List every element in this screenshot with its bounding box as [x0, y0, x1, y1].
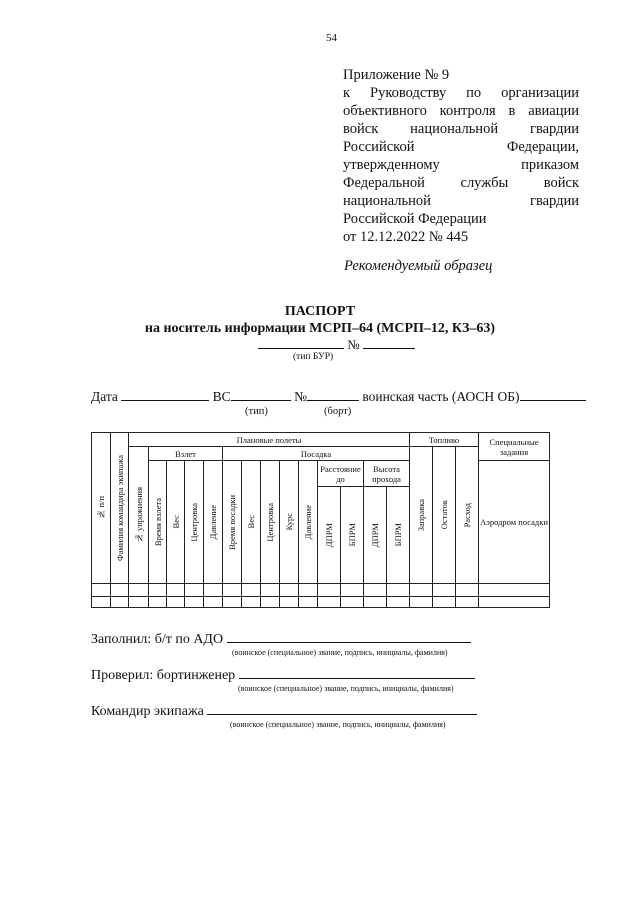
landing-col-time: Время посадки	[223, 461, 242, 584]
board-number-label: №	[294, 389, 307, 404]
bur-number-field[interactable]	[363, 338, 415, 349]
height-col-dprm: ДПРМ	[364, 487, 387, 584]
appendix-line: утвержденному приказом	[343, 157, 579, 173]
bur-type-field[interactable]	[258, 338, 344, 349]
col-exercise-header: № упражнения	[129, 447, 149, 584]
distance-col-dprm: ДПРМ	[318, 487, 341, 584]
special-tasks-header: Специальные задания	[479, 433, 550, 461]
distance-col-bprm: БПРМ	[341, 487, 364, 584]
filled-by-signature-field[interactable]	[227, 632, 471, 643]
flight-passport-table	[91, 432, 550, 608]
appendix-block	[343, 66, 579, 246]
takeoff-col-time: Время взлета	[149, 461, 167, 584]
height-col-bprm: БПРМ	[387, 487, 410, 584]
appendix-line: от 12.12.2022 № 445	[343, 229, 469, 245]
fuel-col-consumption: Расход	[456, 447, 479, 584]
bur-line	[258, 337, 415, 353]
landing-header: Посадка	[223, 447, 410, 461]
board-number-field[interactable]	[307, 390, 359, 401]
filled-by-label: Заполнил: б/т по АДО	[91, 632, 224, 647]
filled-by-caption: (воинское (специальное) звание, подпись, инициалы, фамилия)	[232, 648, 448, 657]
takeoff-col-pressure: Давление	[204, 461, 223, 584]
commander-line	[91, 704, 477, 720]
checked-by-label: Проверил: бортинженер	[91, 668, 236, 683]
landing-airfield-header: Аэродром посадки	[479, 461, 550, 584]
commander-signature-field[interactable]	[207, 704, 477, 715]
appendix-line: к Руководству по организации	[343, 85, 579, 101]
checked-by-signature-field[interactable]	[239, 668, 475, 679]
takeoff-col-centering: Центровка	[185, 461, 204, 584]
date-label: Дата	[91, 389, 118, 404]
fuel-col-remainder: Остаток	[433, 447, 456, 584]
document-title: ПАСПОРТ	[284, 304, 356, 319]
table-row	[92, 597, 550, 608]
appendix-line: войск национальной гвардии	[343, 121, 579, 137]
filled-by-line	[91, 632, 471, 648]
distance-to-header: Расстояние до	[318, 461, 364, 487]
checked-by-caption: (воинское (специальное) звание, подпись, инициалы, фамилия)	[238, 684, 454, 693]
appendix-line: национальной гвардии	[343, 193, 579, 209]
type-caption: (тип)	[245, 406, 268, 417]
checked-by-line	[91, 668, 475, 684]
commander-label: Командир экипажа	[91, 704, 204, 719]
table-row	[92, 584, 550, 597]
col-number-header: № п/п	[92, 433, 111, 584]
unit-field[interactable]	[520, 390, 586, 401]
takeoff-col-weight: Вес	[167, 461, 185, 584]
landing-col-course: Курс	[280, 461, 299, 584]
appendix-line: Российской Федерации	[343, 211, 487, 227]
unit-label: воинская часть (АОСН ОБ)	[362, 389, 520, 404]
date-field[interactable]	[121, 390, 209, 401]
takeoff-header: Взлет	[149, 447, 223, 461]
landing-col-weight: Вес	[242, 461, 261, 584]
vs-label: ВС	[212, 389, 231, 404]
board-caption: (борт)	[324, 406, 352, 417]
appendix-line: объективного контроля в авиации	[343, 103, 579, 119]
document-subtitle: на носитель информации МСРП–64 (МСРП–12, КЗ–63)	[144, 321, 496, 336]
bur-number-sign: №	[347, 337, 360, 352]
planned-flights-header: Плановые полеты	[129, 433, 410, 447]
passage-height-header: Высота прохода	[364, 461, 410, 487]
landing-col-pressure: Давление	[299, 461, 318, 584]
page-number: 54	[326, 32, 337, 44]
appendix-line: Приложение № 9	[343, 67, 450, 83]
landing-col-centering: Центровка	[261, 461, 280, 584]
recommended-sample-label: Рекомендуемый образец	[344, 258, 493, 274]
bur-caption: (тип БУР)	[293, 352, 334, 362]
col-commander-header: Фамилия командира экипажа	[111, 433, 129, 584]
appendix-line: Федеральной службы войск	[343, 175, 579, 191]
fuel-header: Топливо	[410, 433, 479, 447]
vs-type-field[interactable]	[231, 390, 291, 401]
commander-caption: (воинское (специальное) звание, подпись, инициалы, фамилия)	[230, 720, 446, 729]
fuel-col-refuel: Заправка	[410, 447, 433, 584]
appendix-line: Российской Федерации,	[343, 139, 579, 155]
date-line	[91, 389, 586, 405]
